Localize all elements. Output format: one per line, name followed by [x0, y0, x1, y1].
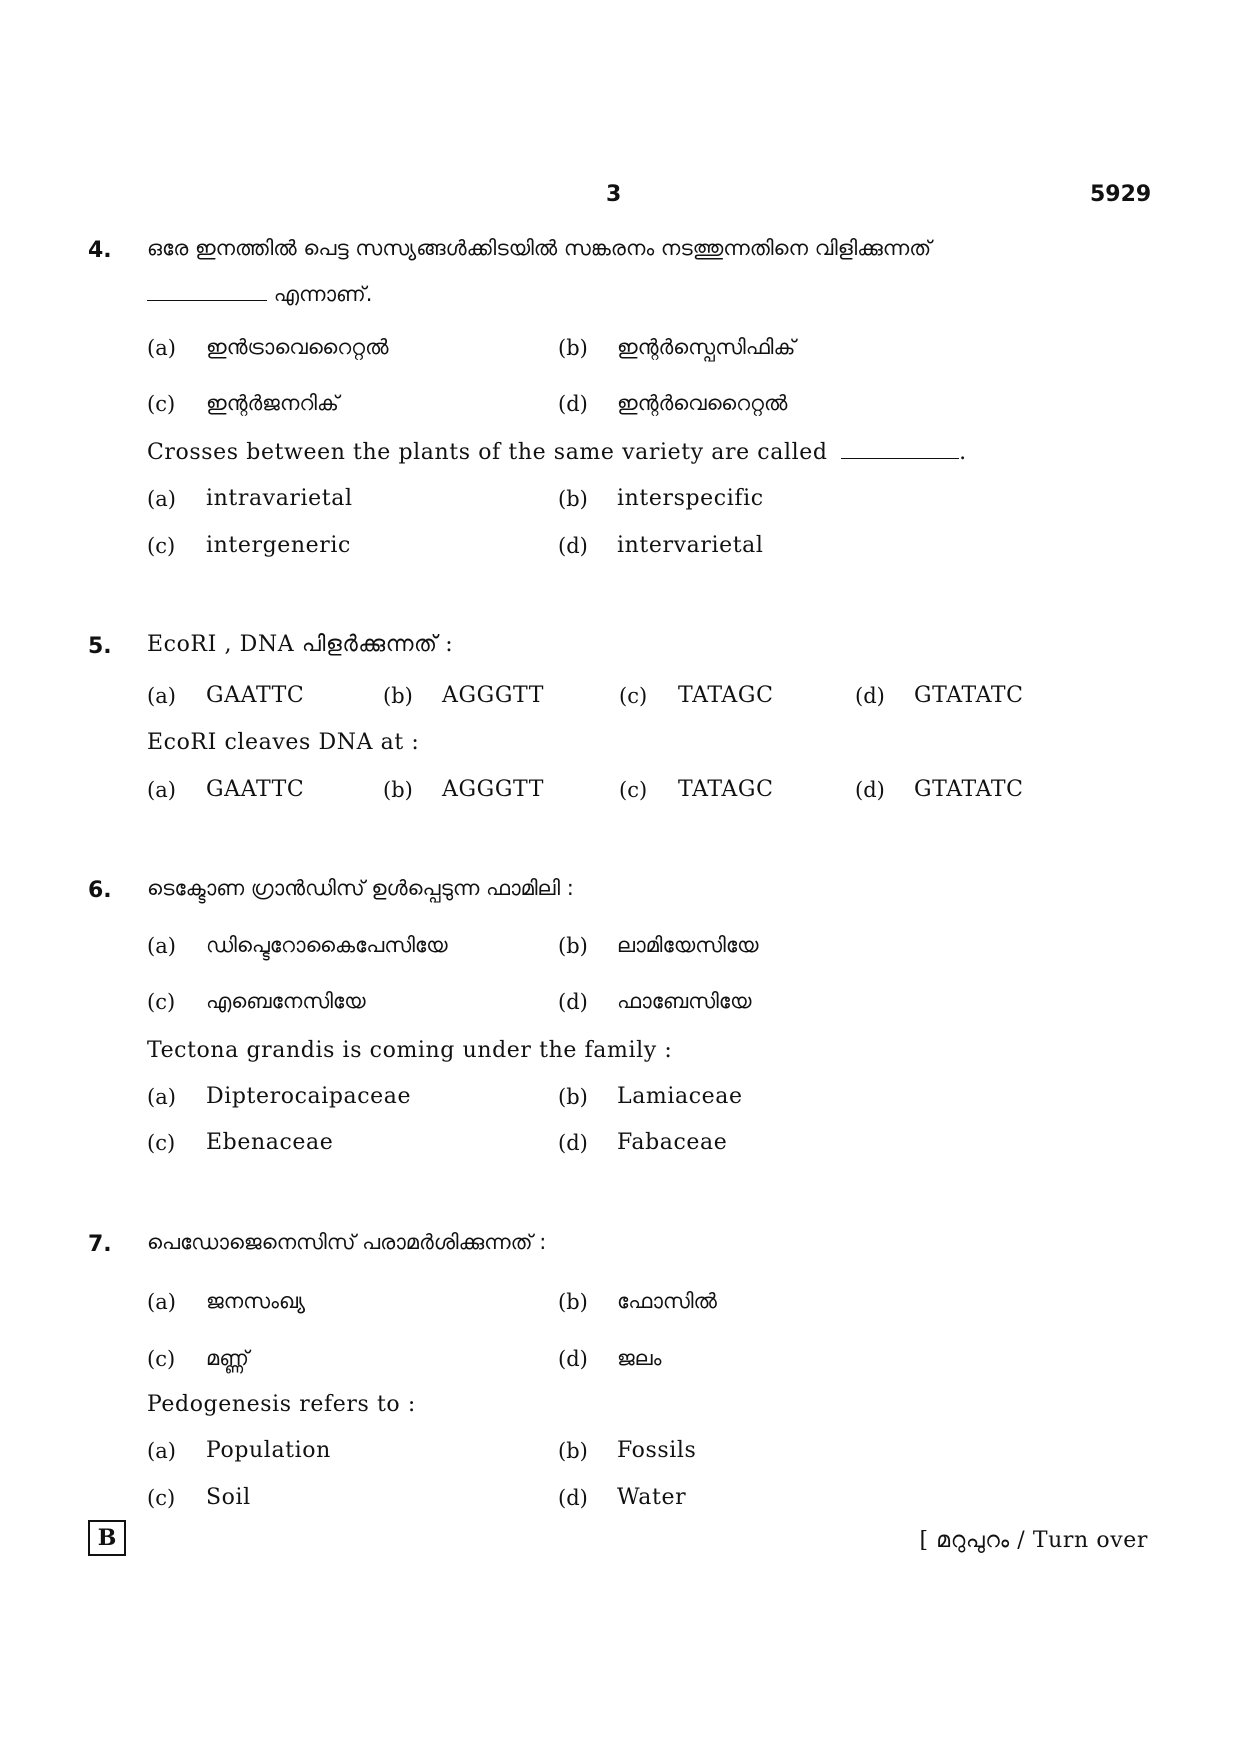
question-text-ml: ഒരേ ഇനത്തിൽ പെട്ട സസ്യങ്ങൾക്കിടയിൽ സങ്കരനം നടത്തുന്നതിനെ വിളിക്കുന്നത് [147, 236, 932, 260]
question-text-en: Crosses between the plants of the same variety are called . [147, 440, 967, 465]
option-label: (b) [383, 684, 413, 708]
option-label: (d) [558, 1486, 588, 1510]
option-label: (c) [619, 778, 648, 802]
option-label: (b) [558, 1439, 588, 1463]
option-text: GTATATC [914, 683, 1024, 708]
option-text: Water [617, 1485, 687, 1510]
option-text: AGGGTT [442, 777, 544, 802]
option-text: മണ്ണ് [206, 1346, 249, 1370]
option-label: (c) [147, 534, 176, 558]
option-text: എബെനേസിയേ [206, 989, 366, 1013]
option-label: (a) [147, 1439, 176, 1463]
version-box: B [88, 1520, 126, 1556]
question-text-ml: ടെക്ടോണ ഗ്രാൻഡിസ് ഉൾപ്പെടുന്ന ഫാമിലി : [147, 876, 574, 900]
question-text-en: Pedogenesis refers to : [147, 1392, 416, 1417]
question-number: 5. [88, 634, 112, 659]
option-label: (a) [147, 934, 176, 958]
option-label: (c) [147, 392, 176, 416]
question-text-ml: പെഡോജെനെസിസ് പരാമർശിക്കുന്നത് : [147, 1230, 547, 1254]
option-text: Fabaceae [617, 1130, 728, 1155]
option-label: (a) [147, 778, 176, 802]
option-text: Population [206, 1438, 331, 1463]
option-text: ഫോസിൽ [617, 1289, 717, 1313]
option-label: (d) [558, 990, 588, 1014]
paper-code: 5929 [1090, 182, 1152, 207]
option-text: intergeneric [206, 533, 351, 558]
page-number: 3 [606, 182, 622, 207]
question-text-ml: EcoRI , DNA പിളർക്കുന്നത് : [147, 632, 454, 657]
option-text: Dipterocaipaceae [206, 1084, 412, 1109]
option-label: (a) [147, 684, 176, 708]
answer-blank [147, 299, 267, 301]
option-text: ഇൻട്രാവെറൈറ്റൽ [206, 335, 389, 359]
option-label: (d) [855, 684, 885, 708]
option-label: (d) [558, 1131, 588, 1155]
option-label: (c) [619, 684, 648, 708]
option-text: Soil [206, 1485, 251, 1510]
option-text: GTATATC [914, 777, 1024, 802]
option-label: (d) [558, 392, 588, 416]
option-label: (c) [147, 1486, 176, 1510]
option-label: (d) [558, 1347, 588, 1371]
option-label: (c) [147, 990, 176, 1014]
option-label: (b) [558, 934, 588, 958]
option-text: ലാമിയേസിയേ [617, 933, 759, 957]
option-text: ഡിപ്ടെറോകൈപേസിയേ [206, 933, 448, 957]
option-text: Lamiaceae [617, 1084, 743, 1109]
option-label: (a) [147, 1290, 176, 1314]
option-text: AGGGTT [442, 683, 544, 708]
option-label: (b) [558, 1085, 588, 1109]
question-text-en: EcoRI cleaves DNA at : [147, 730, 420, 755]
option-text: ഇന്റർവെറൈറ്റൽ [617, 391, 788, 415]
option-label: (c) [147, 1131, 176, 1155]
option-text: Ebenaceae [206, 1130, 334, 1155]
option-label: (d) [558, 534, 588, 558]
option-text: Fossils [617, 1438, 697, 1463]
question-text-ml-cont: എന്നാണ്. [147, 282, 372, 307]
option-label: (d) [855, 778, 885, 802]
question-number: 4. [88, 238, 112, 263]
option-text: ഇന്റർജനറിക് [206, 391, 339, 415]
option-text: ജനസംഖ്യ [206, 1289, 306, 1313]
option-text: ജലം [617, 1346, 662, 1370]
option-label: (b) [558, 1290, 588, 1314]
option-label: (a) [147, 336, 176, 360]
option-label: (c) [147, 1347, 176, 1371]
answer-blank [841, 457, 959, 459]
option-text: intervarietal [617, 533, 764, 558]
option-text: ഇന്റർസ്പെസിഫിക് [617, 335, 796, 359]
option-text: GAATTC [206, 777, 305, 802]
option-text: GAATTC [206, 683, 305, 708]
question-number: 6. [88, 878, 112, 903]
option-text: TATAGC [678, 683, 774, 708]
option-label: (b) [383, 778, 413, 802]
option-label: (a) [147, 487, 176, 511]
option-label: (b) [558, 487, 588, 511]
question-text-en: Tectona grandis is coming under the family : [147, 1038, 673, 1063]
option-label: (b) [558, 336, 588, 360]
option-label: (a) [147, 1085, 176, 1109]
option-text: interspecific [617, 486, 764, 511]
option-text: TATAGC [678, 777, 774, 802]
turn-over-note: [ മറുപുറം / Turn over [919, 1528, 1148, 1553]
question-number: 7. [88, 1232, 112, 1257]
option-text: intravarietal [206, 486, 353, 511]
option-text: ഫാബേസിയേ [617, 989, 752, 1013]
